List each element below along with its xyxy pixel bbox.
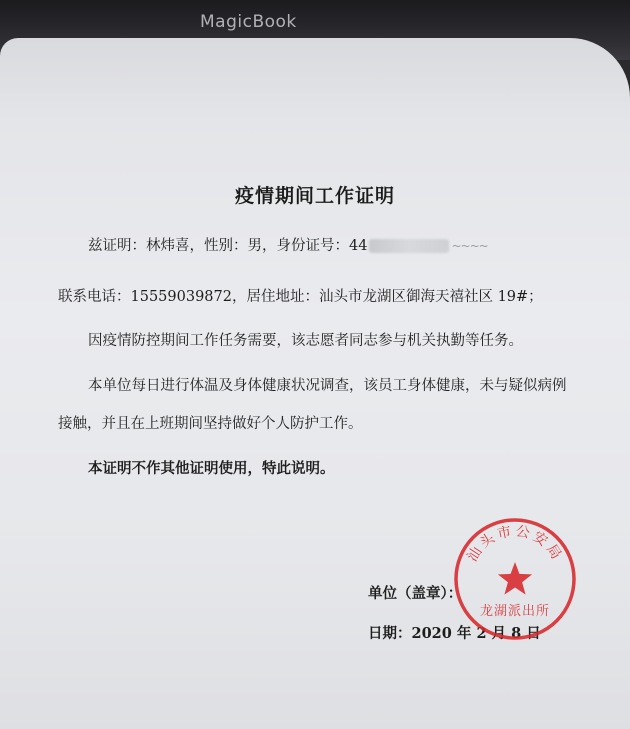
unit-seal-label: 单位（盖章）：: [368, 585, 463, 602]
health-line: 本单位每日进行体温及身体健康状况调查，该员工身体健康，未与疑似病例: [88, 378, 567, 394]
contact-line: 联系电话：15559039872，居住地址：汕头市龙湖区御海天禧社区 19#；: [58, 289, 543, 305]
redacted-id-block: [369, 239, 449, 253]
identity-text: 兹证明：林炜喜，性别：男，身份证号：44: [88, 238, 368, 254]
id-number-tail: ~~~~: [451, 239, 488, 253]
laptop-brand-logo: MagicBook: [200, 12, 297, 32]
health-line-continued: 接触，并且在上班期间坚持做好个人防护工作。: [58, 416, 363, 432]
duty-line: 因疫情防控期间工作任务需要，该志愿者同志参与机关执勤等任务。: [88, 333, 523, 349]
document-title: 疫情期间工作证明: [234, 185, 395, 207]
identity-line: [88, 234, 488, 255]
seal-bottom-text: 龙湖派出所: [479, 604, 551, 619]
police-seal: [452, 516, 578, 642]
seal-top-text: 汕头市公安局: [464, 523, 566, 565]
date-line: 日期：2020 年 2 月 8 日: [368, 625, 541, 642]
certificate-paper: [0, 38, 630, 729]
seal-star-icon: [498, 562, 532, 595]
usage-statement: 本证明不作其他证明使用，特此说明。: [88, 460, 335, 477]
